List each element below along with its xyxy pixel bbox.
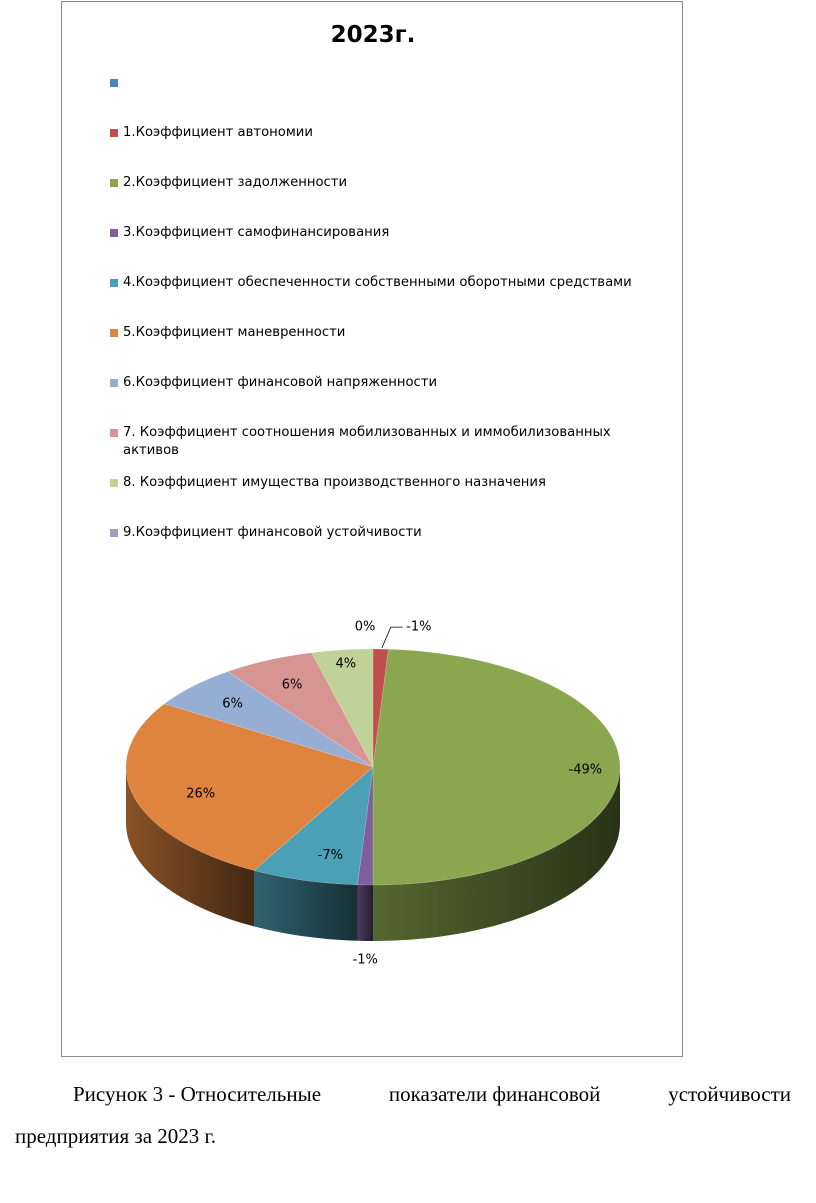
chart-title: 2023г.	[330, 22, 416, 48]
data-label: -1%	[406, 619, 432, 635]
data-label: 0%	[354, 619, 376, 635]
data-label: -1%	[352, 952, 378, 968]
caption-line-1	[15, 1073, 791, 1115]
legend-label: 4.Коэффициент обеспеченности собственными оборотными средствами	[123, 275, 632, 290]
caption-line-2: предприятия за 2023 г.	[15, 1124, 217, 1148]
data-label: 4%	[335, 656, 357, 672]
legend-label: 5.Коэффициент маневренности	[123, 325, 346, 340]
figure-caption	[15, 1073, 791, 1157]
data-label: -49%	[568, 762, 603, 778]
pie-chart	[62, 2, 684, 1058]
pie-top	[126, 649, 620, 885]
pie-side-3	[357, 885, 373, 941]
chart-area	[61, 1, 683, 1057]
legend-label: 3.Коэффициент самофинансирования	[123, 225, 390, 240]
data-label: 26%	[186, 786, 216, 802]
legend-label: 7. Коэффициент соотношения мобилизованных и иммобилизованных активов	[123, 425, 611, 458]
caption-part-3: устойчивости	[668, 1082, 791, 1106]
data-label: 6%	[222, 696, 243, 712]
data-label: 6%	[281, 677, 303, 693]
legend-label: 8. Коэффициент имущества производственного назначения	[123, 475, 546, 490]
caption-part-1: Рисунок 3 - Относительные	[73, 1082, 322, 1106]
caption-part-2: показатели финансовой	[388, 1082, 601, 1106]
data-label: -7%	[317, 847, 343, 863]
legend-label: 1.Коэффициент автономии	[123, 125, 313, 140]
legend-label: 6.Коэффициент финансовой напряженности	[123, 375, 438, 390]
leader-line	[382, 627, 403, 648]
legend-label: 2.Коэффициент задолженности	[123, 175, 348, 190]
legend-label: 9.Коэффициент финансовой устойчивости	[123, 525, 422, 540]
